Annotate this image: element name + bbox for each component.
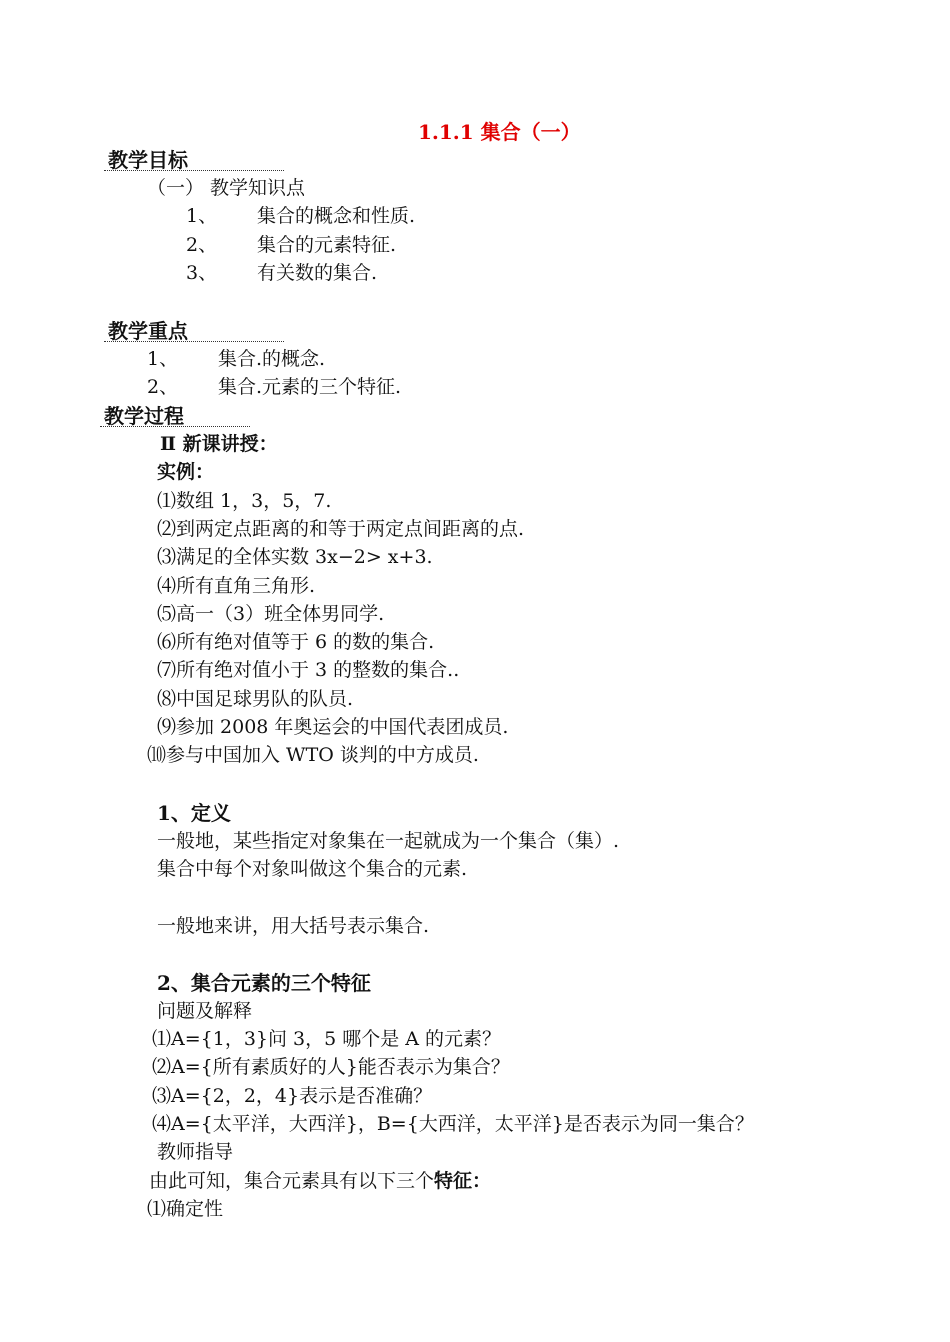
definition-heading: 1、定义 bbox=[157, 801, 231, 825]
objectives-subheading: （一） 教学知识点 bbox=[147, 177, 306, 199]
example-item: ⑶满足的全体实数 3x−2> x+3. bbox=[157, 546, 433, 568]
new-lesson-section: Ⅱ 新课讲授： bbox=[160, 433, 278, 455]
key-point-1-num: 1、 bbox=[147, 348, 179, 370]
features-heading: 2、集合元素的三个特征 bbox=[157, 971, 371, 995]
objective-item-1-num: 1、 bbox=[186, 205, 218, 227]
example-item: ⑻中国足球男队的队员. bbox=[157, 688, 354, 710]
process-heading-underline bbox=[100, 426, 250, 427]
conclusion-line bbox=[149, 1172, 491, 1191]
question-item: ⑵A={所有素质好的人}能否表示为集合？ bbox=[152, 1056, 510, 1078]
page-title: 1.1.1 集合（一） bbox=[418, 120, 581, 144]
teacher-guidance-label: 教师指导 bbox=[157, 1141, 234, 1163]
key-points-heading-underline bbox=[104, 341, 284, 342]
feature-item: ⑴确定性 bbox=[147, 1198, 224, 1220]
qa-label: 问题及解释 bbox=[157, 1000, 253, 1022]
question-item: ⑴A={1，3}问 3，5 哪个是 A 的元素？ bbox=[152, 1028, 502, 1050]
key-point-1-text: 集合.的概念. bbox=[218, 348, 326, 370]
example-item: ⑸高一（3）班全体男同学. bbox=[157, 603, 385, 625]
key-point-2-text: 集合.元素的三个特征. bbox=[218, 376, 402, 398]
definition-line: 一般地来讲，用大括号表示集合. bbox=[157, 915, 430, 937]
question-item: ⑶A={2，2，4}表示是否准确？ bbox=[152, 1085, 433, 1107]
examples-label: 实例： bbox=[157, 461, 215, 483]
example-item: ⑺所有绝对值小于 3 的整数的集合.. bbox=[157, 659, 460, 681]
conclusion-text: 由此可知，集合元素具有以下三个 bbox=[149, 1170, 435, 1192]
example-item: ⑹所有绝对值等于 6 的数的集合. bbox=[157, 631, 435, 653]
objective-item-2-text: 集合的元素特征. bbox=[257, 234, 397, 256]
key-point-2-num: 2、 bbox=[147, 376, 179, 398]
example-item: ⑷所有直角三角形. bbox=[157, 575, 316, 597]
process-heading: 教学过程 bbox=[104, 404, 184, 428]
objective-item-3-num: 3、 bbox=[186, 262, 218, 284]
example-item: ⑴数组 1，3，5，7. bbox=[157, 490, 332, 512]
question-item: ⑷A={太平洋，大西洋}，B={大西洋，太平洋}是否表示为同一集合？ bbox=[152, 1113, 754, 1135]
conclusion-bold: 特征： bbox=[434, 1170, 492, 1192]
definition-line: 一般地，某些指定对象集在一起就成为一个集合（集）. bbox=[157, 830, 620, 852]
objectives-heading: 教学目标 bbox=[108, 148, 188, 172]
key-points-heading: 教学重点 bbox=[108, 319, 188, 343]
example-item: ⑽参与中国加入 WTO 谈判的中方成员. bbox=[147, 744, 479, 766]
objective-item-2-num: 2、 bbox=[186, 234, 218, 256]
objectives-heading-underline bbox=[104, 170, 284, 171]
example-item: ⑼参加 2008 年奥运会的中国代表团成员. bbox=[157, 716, 509, 738]
definition-line: 集合中每个对象叫做这个集合的元素. bbox=[157, 858, 468, 880]
objective-item-1-text: 集合的概念和性质. bbox=[257, 205, 416, 227]
example-item: ⑵到两定点距离的和等于两定点间距离的点. bbox=[157, 518, 525, 540]
objective-item-3-text: 有关数的集合. bbox=[257, 262, 378, 284]
